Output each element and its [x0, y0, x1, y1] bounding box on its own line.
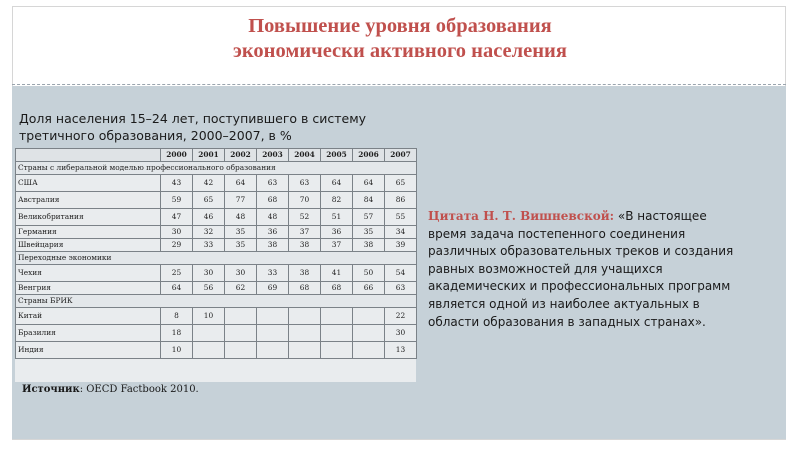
value-cell: 36 [321, 226, 353, 239]
value-cell: 13 [385, 342, 417, 359]
caption-line-2: третичного образования, 2000–2007, в % [19, 128, 292, 143]
value-cell [193, 325, 225, 342]
quote-line: время задача постепенного соединения [428, 226, 686, 241]
table-row [16, 192, 417, 209]
year-header: 2004 [289, 149, 321, 162]
value-cell [289, 308, 321, 325]
value-cell: 37 [289, 226, 321, 239]
table-row [16, 209, 417, 226]
section-label: Страны с либеральной моделью профессионального образования [16, 162, 417, 175]
value-cell: 10 [193, 308, 225, 325]
value-cell: 37 [321, 239, 353, 252]
value-cell [289, 342, 321, 359]
value-cell: 86 [385, 192, 417, 209]
value-cell [225, 342, 257, 359]
section-row [16, 295, 417, 308]
value-cell [193, 342, 225, 359]
title-line-2: экономически активного населения [233, 40, 567, 62]
value-cell: 51 [321, 209, 353, 226]
country-label: Великобритания [16, 209, 161, 226]
country-label: Чехия [16, 265, 161, 282]
value-cell: 39 [385, 239, 417, 252]
year-header: 2001 [193, 149, 225, 162]
data-table [15, 148, 417, 359]
value-cell: 46 [193, 209, 225, 226]
value-cell: 65 [193, 192, 225, 209]
quote-author: Цитата Н. Т. Вишневской: [428, 209, 615, 223]
value-cell: 68 [321, 282, 353, 295]
table-row [16, 175, 417, 192]
value-cell: 29 [161, 239, 193, 252]
section-label: Переходные экономики [16, 252, 417, 265]
value-cell: 10 [161, 342, 193, 359]
value-cell [353, 342, 385, 359]
value-cell [353, 308, 385, 325]
value-cell [257, 325, 289, 342]
value-cell: 25 [161, 265, 193, 282]
year-header: 2005 [321, 149, 353, 162]
year-header: 2002 [225, 149, 257, 162]
value-cell: 64 [161, 282, 193, 295]
quote-line: является одной из наиболее актуальных в [428, 296, 700, 311]
value-cell: 48 [225, 209, 257, 226]
source-note [22, 384, 199, 395]
quote-line: академических и профессиональных программ [428, 279, 731, 294]
value-cell: 65 [385, 175, 417, 192]
value-cell: 35 [225, 239, 257, 252]
value-cell: 32 [193, 226, 225, 239]
value-cell: 30 [385, 325, 417, 342]
value-cell: 77 [225, 192, 257, 209]
table-caption [19, 110, 399, 144]
value-cell: 59 [161, 192, 193, 209]
value-cell [353, 325, 385, 342]
year-header: 2003 [257, 149, 289, 162]
value-cell: 84 [353, 192, 385, 209]
year-header: 2006 [353, 149, 385, 162]
value-cell: 63 [257, 175, 289, 192]
value-cell: 70 [289, 192, 321, 209]
year-header: 2007 [385, 149, 417, 162]
section-row [16, 162, 417, 175]
value-cell [257, 342, 289, 359]
value-cell: 47 [161, 209, 193, 226]
value-cell: 38 [289, 265, 321, 282]
value-cell: 64 [321, 175, 353, 192]
quote-line-1-text: «В настоящее [614, 209, 707, 223]
value-cell [225, 325, 257, 342]
table-row [16, 325, 417, 342]
value-cell: 63 [289, 175, 321, 192]
section-row [16, 252, 417, 265]
value-cell [225, 308, 257, 325]
value-cell: 68 [257, 192, 289, 209]
table-row [16, 226, 417, 239]
value-cell: 33 [193, 239, 225, 252]
year-header: 2000 [161, 149, 193, 162]
value-cell: 68 [289, 282, 321, 295]
country-label: Венгрия [16, 282, 161, 295]
country-label: Индия [16, 342, 161, 359]
value-cell: 34 [385, 226, 417, 239]
table-header-row [16, 149, 417, 162]
value-cell [257, 308, 289, 325]
value-cell: 36 [257, 226, 289, 239]
quote-block [428, 208, 778, 331]
value-cell: 38 [257, 239, 289, 252]
value-cell: 50 [353, 265, 385, 282]
value-cell: 30 [193, 265, 225, 282]
value-cell [321, 342, 353, 359]
table-row [16, 282, 417, 295]
value-cell: 30 [225, 265, 257, 282]
value-cell [289, 325, 321, 342]
table-row [16, 342, 417, 359]
value-cell: 62 [225, 282, 257, 295]
quote-line-1 [428, 208, 778, 226]
value-cell: 22 [385, 308, 417, 325]
table-row [16, 265, 417, 282]
value-cell: 41 [321, 265, 353, 282]
value-cell: 82 [321, 192, 353, 209]
value-cell: 8 [161, 308, 193, 325]
value-cell: 56 [193, 282, 225, 295]
title-line-1: Повышение уровня образования [248, 15, 552, 37]
table-row [16, 308, 417, 325]
quote-line: области образования в западных странах». [428, 314, 706, 329]
country-label: Бразилия [16, 325, 161, 342]
caption-line-1: Доля населения 15–24 лет, поступившего в систему [19, 111, 367, 126]
value-cell: 18 [161, 325, 193, 342]
value-cell: 69 [257, 282, 289, 295]
country-label: Австралия [16, 192, 161, 209]
value-cell: 64 [225, 175, 257, 192]
value-cell: 48 [257, 209, 289, 226]
header-blank-cell [16, 149, 161, 162]
country-label: США [16, 175, 161, 192]
value-cell: 52 [289, 209, 321, 226]
title-divider [12, 84, 786, 85]
source-label: Источник [22, 384, 80, 395]
value-cell: 43 [161, 175, 193, 192]
value-cell: 38 [289, 239, 321, 252]
value-cell: 38 [353, 239, 385, 252]
tertiary-education-table [15, 148, 416, 382]
value-cell: 55 [385, 209, 417, 226]
country-label: Германия [16, 226, 161, 239]
value-cell: 42 [193, 175, 225, 192]
value-cell: 54 [385, 265, 417, 282]
value-cell: 64 [353, 175, 385, 192]
value-cell: 63 [385, 282, 417, 295]
slide-title [0, 14, 800, 64]
value-cell [321, 308, 353, 325]
table-row [16, 239, 417, 252]
value-cell: 30 [161, 226, 193, 239]
value-cell: 66 [353, 282, 385, 295]
quote-line: равных возможностей для учащихся [428, 261, 663, 276]
quote-line: различных образовательных треков и создания [428, 244, 734, 259]
source-text: : OECD Factbook 2010. [79, 384, 199, 395]
section-label: Страны БРИК [16, 295, 417, 308]
value-cell: 35 [225, 226, 257, 239]
country-label: Китай [16, 308, 161, 325]
value-cell [321, 325, 353, 342]
value-cell: 35 [353, 226, 385, 239]
value-cell: 33 [257, 265, 289, 282]
country-label: Швейцария [16, 239, 161, 252]
value-cell: 57 [353, 209, 385, 226]
